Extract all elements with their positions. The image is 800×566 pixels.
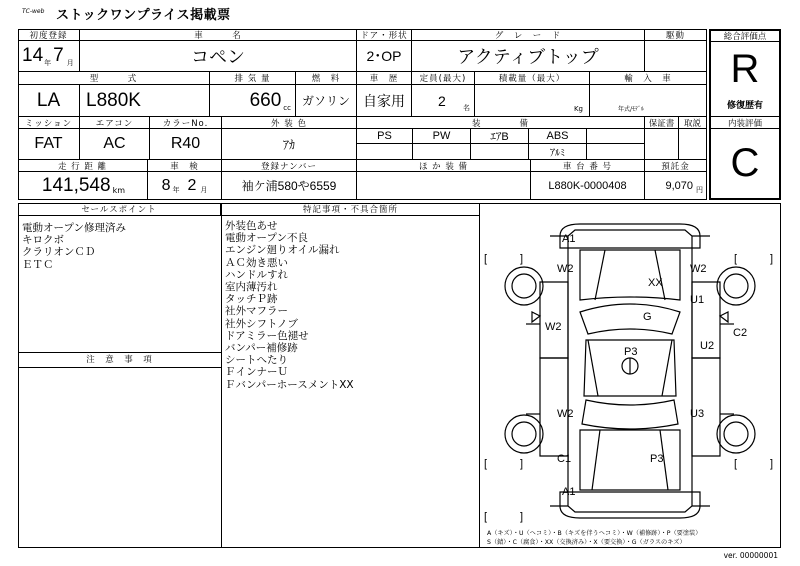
mission-value: FAT	[18, 129, 80, 160]
aircon-value: AC	[80, 129, 150, 160]
plate-value: 袖ケ浦580や6559	[222, 172, 357, 200]
page-title: ストックワンプライス掲載票	[56, 8, 231, 23]
defect-item: 社外マフラー	[225, 305, 288, 318]
notes-divider-top	[18, 352, 221, 353]
inspection-label: 車 検	[148, 160, 222, 172]
tire-bracket: [ ]	[484, 511, 524, 523]
fuel-label: 燃 料	[296, 72, 357, 85]
tire-bracket: [ ]	[734, 458, 774, 470]
damage-legend-line2: S（錆）・C（腐食）・XX（交換済み）・X（要交換）・G（ガラスのキズ）	[487, 539, 686, 546]
sales-point-item: クラリオンＣＤ	[22, 246, 96, 259]
equipment-item: ｱﾙﾐ	[529, 144, 587, 160]
wheel-rear-right	[717, 415, 755, 453]
sales-points-label: セールスポイント	[18, 203, 221, 216]
trunk-panel	[580, 430, 680, 490]
import-value	[590, 85, 707, 117]
damage-legend-line1: A（キズ）・U（ヘコミ）・B（キズを伴うヘコミ）・W（補修跡）・P（要塗装）	[487, 530, 702, 537]
overall-score-value: R	[730, 47, 760, 91]
mileage-value	[18, 172, 148, 200]
first-reg-year-unit: 年	[44, 59, 52, 67]
defect-item: ドアミラー色褪せ	[225, 329, 309, 342]
overall-score-label: 総合評価点	[710, 30, 780, 42]
import-label: 輸 入 車	[590, 72, 707, 85]
mileage-number: 141,548	[41, 174, 111, 196]
load-label: 積載量（最大）	[475, 72, 590, 85]
inspection-year: 8	[161, 176, 171, 194]
equipment-item: ABS	[529, 129, 587, 144]
first-reg-value	[18, 41, 80, 72]
defect-item: 電動オープン不良	[225, 232, 309, 245]
grade-label: グ レ ー ド	[412, 29, 645, 41]
front-bumper	[560, 224, 700, 248]
exterior-color-label: 外 装 色	[222, 117, 357, 129]
car-name-label: 車 名	[80, 29, 357, 41]
first-reg-month-unit: 月	[66, 59, 74, 67]
model-label: 型 式	[18, 72, 210, 85]
door-type-label: ドア・形状	[357, 29, 412, 41]
sales-point-item: ＥＴＣ	[22, 258, 54, 271]
sales-point-item: 電動オープン修理済み	[22, 222, 127, 234]
deposit-unit: 円	[696, 186, 703, 194]
first-reg-year: 14	[22, 45, 44, 66]
displacement-value	[210, 85, 296, 117]
door-type-value: 2･OP	[357, 41, 412, 72]
inspection-year-unit: 年	[172, 186, 180, 194]
capacity-label: 定員(最大)	[412, 72, 475, 85]
plate-label: 登録ナンバー	[222, 160, 357, 172]
color-no-label: カラーNo.	[150, 117, 222, 129]
right-mirror	[720, 312, 728, 322]
fuel-value: ガソリン	[296, 85, 357, 117]
other-equipment-value	[357, 172, 531, 200]
damage-label: U3	[690, 408, 705, 420]
history-label: 車 歴	[357, 72, 412, 85]
equipment-item	[587, 129, 645, 144]
equipment-label: 装 備	[357, 117, 645, 129]
capacity-number: 2	[438, 92, 446, 109]
tire-bracket: [ ]	[484, 458, 524, 470]
drive-value	[645, 41, 707, 72]
displacement-unit: cc	[283, 104, 291, 112]
tire-bracket: [ ]	[734, 253, 774, 265]
defect-item: タッチＰ跡	[225, 293, 278, 306]
car-name-value: コペン	[80, 41, 357, 72]
exterior-color-value: ｱｶ	[222, 129, 357, 160]
manual-label: 取説	[679, 117, 707, 129]
equipment-item	[587, 144, 645, 160]
wheel-front-right	[717, 267, 755, 305]
model-value: L880K	[80, 85, 210, 117]
defect-item: シートへたり	[225, 354, 288, 367]
manual-value	[679, 129, 707, 160]
color-no-value: R40	[150, 129, 222, 160]
left-side-panel	[540, 282, 568, 358]
displacement-label: 排 気 量	[210, 72, 296, 85]
first-reg-label: 初度登録	[18, 29, 80, 41]
import-unit: 年式/ﾓﾃﾞﾙ	[618, 106, 645, 113]
inspection-value	[148, 172, 222, 200]
damage-label: C1	[557, 453, 572, 465]
right-side-panel-rear	[692, 358, 720, 456]
frame-no-value: L880K-0000408	[531, 172, 645, 200]
load-unit: Kg	[573, 105, 583, 113]
mission-label: ミッション	[18, 117, 80, 129]
hood-panel	[580, 250, 680, 300]
inspection-month: 2	[187, 176, 197, 194]
defects-label: 特記事項・不具合箇所	[222, 203, 479, 216]
rear-bumper	[560, 492, 700, 518]
damage-label: A1	[562, 233, 576, 245]
load-value	[475, 85, 590, 117]
warranty-value	[645, 129, 679, 160]
notes-divider-bottom	[18, 367, 221, 368]
equipment-item: ｴｱB	[471, 129, 529, 144]
damage-label: XX	[648, 277, 663, 289]
column-divider-1	[221, 203, 222, 548]
damage-label: W2	[557, 408, 574, 420]
damage-label: A1	[562, 486, 576, 498]
left-side-panel-rear	[540, 358, 568, 456]
rear-window	[582, 400, 678, 429]
defect-item: ハンドルすれ	[225, 268, 288, 281]
mileage-unit: km	[112, 186, 125, 195]
notes-label: 注 意 事 項	[86, 355, 153, 365]
defect-item: ＡＣ効き悪い	[225, 256, 288, 269]
capacity-unit: 名	[463, 104, 470, 112]
other-equipment-label: ほ か 装 備	[357, 160, 531, 172]
defect-item: 外装色あせ	[225, 220, 278, 232]
frame-no-label: 車 台 番 号	[531, 160, 645, 172]
deposit-number: 9,070	[665, 179, 693, 192]
aircon-label: エアコン	[80, 117, 150, 129]
sales-point-item: キロクボ	[22, 234, 64, 247]
defect-item: 社外シフトノブ	[225, 317, 298, 330]
interior-score-label: 内装評価	[710, 117, 780, 129]
mileage-label: 走 行 距 離	[18, 160, 148, 172]
capacity-value	[412, 85, 475, 117]
defect-item: 室内薄汚れ	[225, 281, 278, 294]
model-prefix-value: LA	[18, 85, 80, 117]
defects-list	[225, 220, 354, 391]
equipment-item	[471, 144, 529, 160]
damage-label: U1	[690, 294, 705, 306]
defect-item: ＦバンパーホースメントXX	[225, 378, 354, 391]
repair-history-badge: 修復歴有	[726, 101, 763, 111]
grade-value: アクティブトップ	[412, 41, 645, 72]
version-label: ver. 00000001	[723, 551, 778, 560]
defect-item: ＦインナーＵ	[225, 366, 288, 379]
damage-label: W2	[690, 263, 707, 275]
displacement-number: 660	[249, 89, 282, 111]
deposit-value	[645, 172, 707, 200]
damage-label: C2	[733, 327, 748, 339]
inspection-month-unit: 月	[200, 186, 208, 194]
defect-item: エンジン廻りオイル漏れ	[225, 244, 340, 257]
interior-score-value: C	[730, 141, 760, 185]
damage-label: W2	[545, 321, 562, 333]
equipment-item	[413, 144, 471, 160]
damage-label: U2	[700, 340, 715, 352]
drive-label: 駆動	[645, 29, 707, 41]
defect-item: バンパー補修跡	[225, 342, 298, 355]
warranty-label: 保証書	[645, 117, 679, 129]
tc-web-logo: TC-web	[22, 8, 45, 15]
equipment-item	[357, 144, 413, 160]
windshield	[580, 304, 680, 334]
history-value: 自家用	[357, 85, 412, 117]
equipment-item: PW	[413, 129, 471, 144]
first-reg-month: 7	[53, 45, 64, 66]
equipment-item: PS	[357, 129, 413, 144]
damage-label: P3	[624, 346, 638, 358]
wheel-front-left	[505, 267, 543, 305]
sales-points-list	[22, 222, 126, 271]
damage-label: W2	[557, 263, 574, 275]
damage-label: P3	[650, 453, 664, 465]
damage-label: G	[643, 311, 652, 323]
wheel-rear-left	[505, 415, 543, 453]
deposit-label: 預託金	[645, 160, 707, 172]
tire-bracket: [ ]	[484, 253, 524, 265]
left-mirror	[532, 312, 540, 322]
